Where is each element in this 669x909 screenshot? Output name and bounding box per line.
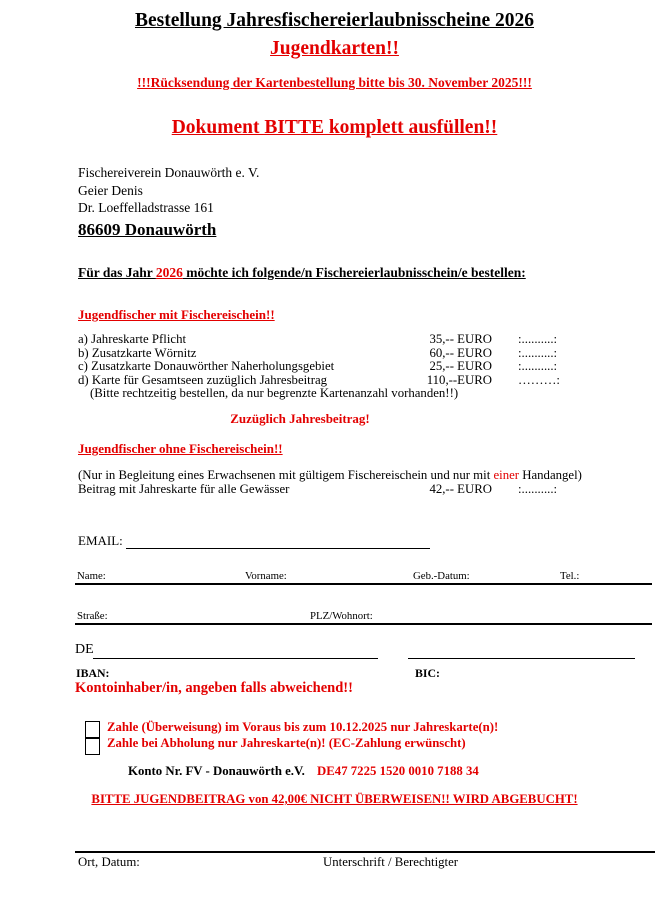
address-contact: Geier Denis — [78, 182, 143, 198]
price-row-c-price: 25,-- EURO — [429, 359, 492, 373]
bic-input-line[interactable] — [408, 644, 635, 659]
club-account-label: Konto Nr. FV - Donauwörth e.V. — [128, 764, 305, 778]
document-title: Bestellung Jahresfischereierlaubnisscheine 2026 — [134, 10, 535, 31]
signature-rule-line — [75, 844, 655, 853]
direct-debit-warning: BITTE JUGENDBEITRAG von 42,00€ NICHT ÜBERWEISEN!! WIRD ABGEBUCHT! — [91, 792, 578, 806]
email-label: EMAIL: — [78, 533, 123, 548]
price-row-b-label: b) Zusatzkarte Wörnitz — [78, 345, 197, 360]
section-with-license-heading: Jugendfischer mit Fischereischein!! — [78, 307, 275, 322]
fill-instruction: Dokument BITTE komplett ausfüllen!! — [171, 117, 498, 138]
price-row-c — [78, 360, 653, 374]
accompaniment-condition — [78, 468, 582, 483]
address-org: Fischereiverein Donauwörth e. V. — [78, 165, 260, 180]
iban-country-prefix: DE — [75, 642, 94, 657]
price-row-youth-label: Beitrag mit Jahreskarte für alle Gewässer — [78, 482, 290, 496]
price-row-c-quantity-field[interactable]: :..........: — [518, 359, 558, 373]
checkbox-pay-transfer[interactable] — [85, 721, 100, 738]
name-row-input-line[interactable] — [75, 565, 652, 585]
surcharge-note: Zuzüglich Jahresbeitrag! — [230, 411, 370, 426]
club-account-line — [128, 764, 479, 779]
price-row-a-label: a) Jahreskarte Pflicht — [78, 332, 187, 346]
street-row-input-line[interactable] — [75, 605, 652, 625]
price-row-d-label: d) Karte für Gesamtseen zuzüglich Jahresbeitrag — [78, 372, 328, 387]
card-price-list — [78, 333, 653, 401]
price-row-a-price: 35,-- EURO — [429, 332, 492, 346]
tel-label: Tel.: — [560, 570, 580, 582]
pay-pickup-option-label: Zahle bei Abholung nur Jahreskarte(n)! (EC-Zahlung erwünscht) — [107, 736, 466, 750]
address-street: Dr. Loeffelladstrasse 161 — [78, 200, 214, 215]
bic-label: BIC: — [415, 666, 440, 680]
strasse-label: Straße: — [77, 610, 108, 622]
condition-prefix: (Nur in Begleitung eines Erwachsenen mit gültigem Fischereischein und nur mit — [78, 468, 494, 482]
order-intro-prefix: Für das Jahr — [78, 265, 156, 280]
name-label: Name: — [77, 570, 106, 582]
document-subtitle: Jugendkarten!! — [270, 38, 399, 59]
geb-datum-label: Geb.-Datum: — [413, 570, 470, 582]
plz-wohnort-label: PLZ/Wohnort: — [310, 610, 373, 622]
condition-suffix: Handangel) — [519, 468, 582, 482]
price-row-a-quantity-field[interactable]: :..........: — [518, 332, 558, 346]
deadline-notice: !!!Rücksendung der Kartenbestellung bitte bis 30. November 2025!!! — [137, 75, 532, 90]
order-early-note: (Bitte rechtzeitig bestellen, da nur begrenzte Kartenanzahl vorhanden!!) — [90, 386, 459, 400]
price-row-b-quantity-field[interactable]: :..........: — [518, 345, 558, 360]
sender-address-block — [78, 164, 259, 238]
signature-label: Unterschrift / Berechtigter — [323, 855, 459, 869]
club-account-iban: DE47 7225 1520 0010 7188 34 — [317, 764, 479, 778]
pay-transfer-option-label: Zahle (Überweisung) im Voraus bis zum 10.12.2025 nur Jahreskarte(n)! — [107, 720, 499, 734]
price-row-c-label: c) Zusatzkarte Donauwörther Naherholungsgebiet — [78, 359, 335, 373]
email-input-line[interactable] — [126, 534, 430, 549]
price-row-youth — [78, 482, 653, 496]
address-city: 86609 Donauwörth — [78, 219, 217, 239]
price-row-a — [78, 333, 653, 347]
price-row-b-price: 60,-- EURO — [429, 345, 492, 360]
iban-label: IBAN: — [76, 666, 110, 680]
price-row-youth-quantity-field[interactable]: :..........: — [518, 482, 558, 496]
price-row-d-quantity-field[interactable]: ………: — [518, 372, 560, 387]
price-row-d — [78, 374, 653, 388]
condition-emphasis: einer — [493, 468, 520, 482]
price-row-b — [78, 347, 653, 361]
order-intro-year: 2026 — [155, 265, 183, 280]
price-row-youth-price: 42,-- EURO — [429, 482, 492, 496]
iban-input-line[interactable] — [93, 644, 378, 659]
checkbox-pay-pickup[interactable] — [85, 738, 100, 755]
place-date-label: Ort, Datum: — [78, 855, 140, 869]
section-without-license-heading: Jugendfischer ohne Fischereischein!! — [78, 441, 283, 456]
vorname-label: Vorname: — [245, 570, 287, 582]
order-intro-suffix: möchte ich folgende/n Fischereierlaubnisschein/e bestellen: — [182, 265, 526, 280]
order-intro — [78, 265, 526, 281]
account-holder-note: Kontoinhaber/in, angeben falls abweichend!! — [75, 680, 353, 696]
price-row-d-price: 110,--EURO — [426, 372, 492, 387]
